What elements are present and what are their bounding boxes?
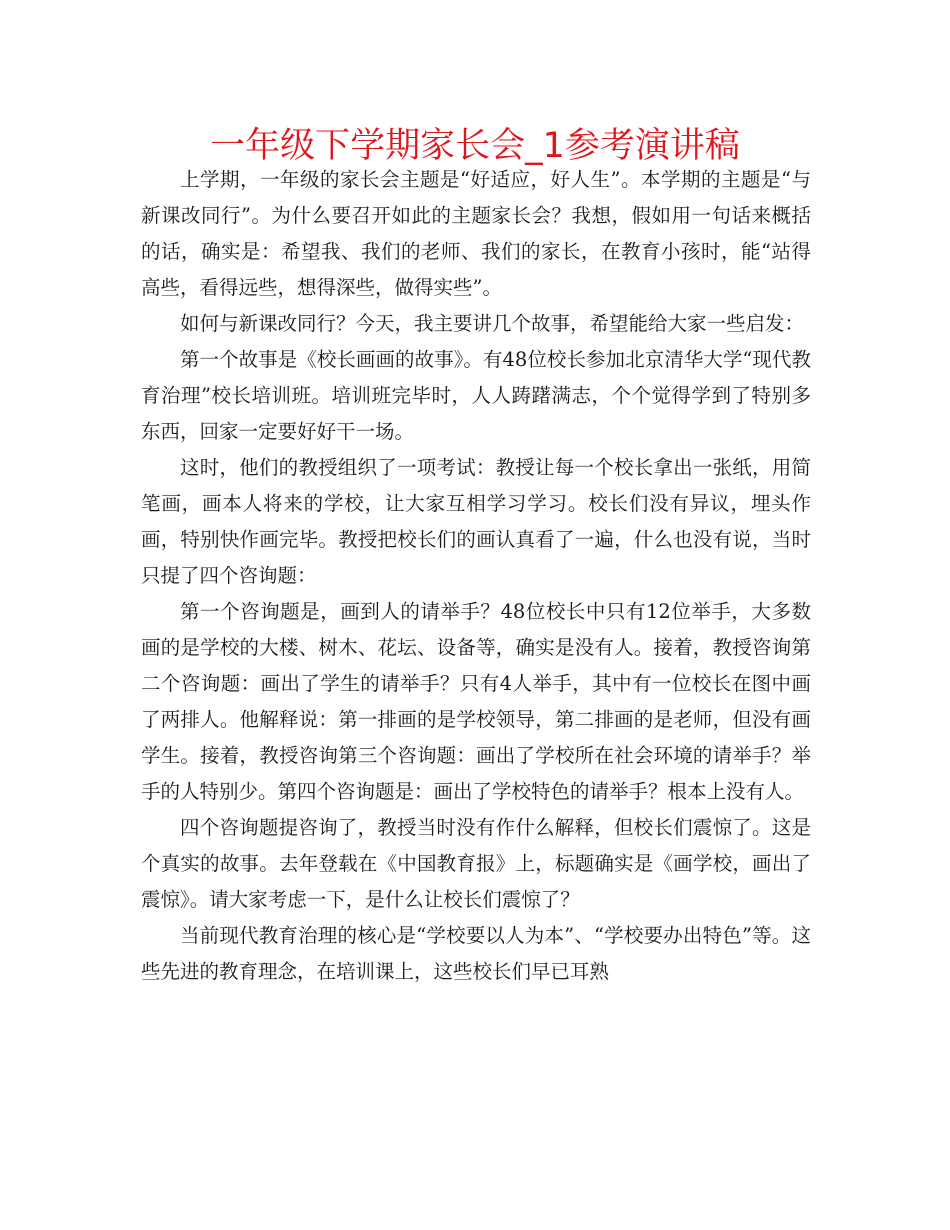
paragraph: 第一个故事是《校长画画的故事》。有48位校长参加北京清华大学“现代教育治理”校长培训班。培训班完毕时，人人踌躇满志，个个觉得学到了特别多东西，回家一定要好好干一场。 xyxy=(141,348,811,443)
paragraph: 如何与新课改同行？今天，我主要讲几个故事，希望能给大家一些启发： xyxy=(180,312,805,335)
paragraph: 第一个咨询题是，画到人的请举手？48位校长中只有12位举手，大多数画的是学校的大楼、树木、花坛、设备等，确实是没有人。接着，教授咨询第二个咨询题：画出了学生的请举手？只有4人举手，其中有一位校长在图中画了两排人。他解释说：第一排画的是学校领导，第二排画的是老师，但没有画学生。接着，教授咨询第三个咨询题：画出了学校所在社会环境的请举手？举手的人特别少。第四个咨询题是：画出了学校特色的请举手？根本上没有人。 xyxy=(141,600,811,803)
document-title: 一年级下学期家长会_1参考演讲稿 xyxy=(210,126,740,166)
paragraph: 这时，他们的教授组织了一项考试：教授让每一个校长拿出一张纸，用简笔画，画本人将来的学校，让大家互相学习学习。校长们没有异议，埋头作画，特别快作画完毕。教授把校长们的画认真看了一遍，什么也没有说，当时只提了四个咨询题： xyxy=(141,456,811,587)
paragraph: 当前现代教育治理的核心是“学校要以人为本”、“学校要办出特色”等。这些先进的教育理念，在培训课上，这些校长们早已耳熟 xyxy=(141,924,811,983)
paragraph: 四个咨询题提咨询了，教授当时没有作什么解释，但校长们震惊了。这是个真实的故事。去年登载在《中国教育报》上，标题确实是《画学校，画出了震惊》。请大家考虑一下，是什么让校长们震惊了？ xyxy=(141,816,811,911)
paragraph: 上学期，一年级的家长会主题是“好适应，好人生”。本学期的主题是“与新课改同行”。为什么要召开如此的主题家长会？我想，假如用一句话来概括的话，确实是：希望我、我们的老师、我们的家长，在教育小孩时，能“站得高些，看得远些，想得深些，做得实些”。 xyxy=(141,168,811,299)
document-body xyxy=(141,162,811,990)
